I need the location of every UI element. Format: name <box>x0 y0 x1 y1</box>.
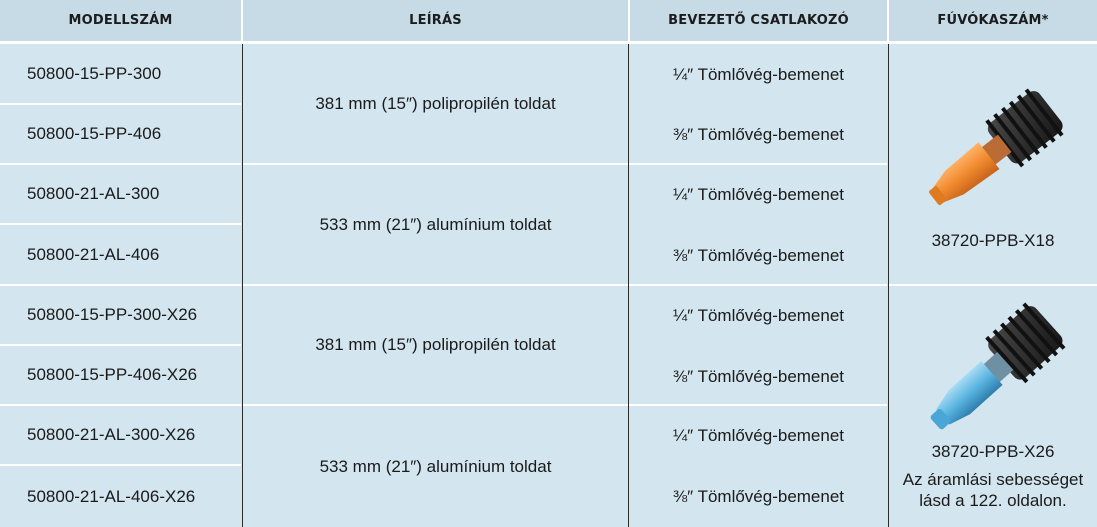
inlet-cell: ¼″ Tömlővég-bemenet <box>672 185 845 204</box>
header-model: MODELLSZÁM <box>0 0 241 41</box>
flow-rate-note-line1: Az áramlási sebességet <box>902 470 1084 489</box>
inlet-cell: ⅜″ Tömlővég-bemenet <box>672 246 845 265</box>
model-cell: 50800-15-PP-406-X26 <box>27 365 198 384</box>
model-cell: 50800-15-PP-300-X26 <box>27 305 198 324</box>
orange-nozzle-icon <box>912 78 1088 216</box>
description-cell: 533 mm (21″) alumínium toldat <box>319 456 552 476</box>
model-cell: 50800-21-AL-300 <box>27 184 160 203</box>
col-separator <box>628 0 630 41</box>
model-cell: 50800-15-PP-406 <box>27 124 162 143</box>
col-separator <box>241 0 243 41</box>
inlet-cell: ⅜″ Tömlővég-bemenet <box>672 125 845 144</box>
inlet-cell: ¼″ Tömlővég-bemenet <box>672 306 845 325</box>
description-cell: 381 mm (15″) polipropilén toldat <box>315 93 556 113</box>
model-cell: 50800-21-AL-406-X26 <box>27 486 196 506</box>
header-description: LEÍRÁS <box>243 0 628 41</box>
nozzle-part-orange: 38720-PPB-X18 <box>931 231 1055 250</box>
blue-nozzle-icon <box>912 298 1088 436</box>
description-cell: 381 mm (15″) polipropilén toldat <box>315 335 556 354</box>
model-cell: 50800-21-AL-406 <box>27 244 160 264</box>
description-cell: 533 mm (21″) alumínium toldat <box>319 214 552 234</box>
nozzle-part-blue: 38720-PPB-X26 <box>931 442 1055 461</box>
nozzle-divider <box>889 284 1097 286</box>
col-separator <box>628 44 629 527</box>
model-cell: 50800-15-PP-300 <box>27 63 162 83</box>
model-cell: 50800-21-AL-300-X26 <box>27 425 196 444</box>
col-separator <box>887 0 889 41</box>
header-nozzle: FÚVÓKASZÁM* <box>889 0 1097 41</box>
inlet-cell: ⅜″ Tömlővég-bemenet <box>672 367 845 386</box>
header-inlet: BEVEZETŐ CSATLAKOZÓ <box>630 0 887 41</box>
inlet-cell: ¼″ Tömlővég-bemenet <box>672 65 845 84</box>
inlet-cell: ⅜″ Tömlővég-bemenet <box>672 486 845 506</box>
flow-rate-note-line2: lásd a 122. oldalon. <box>919 491 1067 510</box>
inlet-cell: ¼″ Tömlővég-bemenet <box>672 426 845 445</box>
